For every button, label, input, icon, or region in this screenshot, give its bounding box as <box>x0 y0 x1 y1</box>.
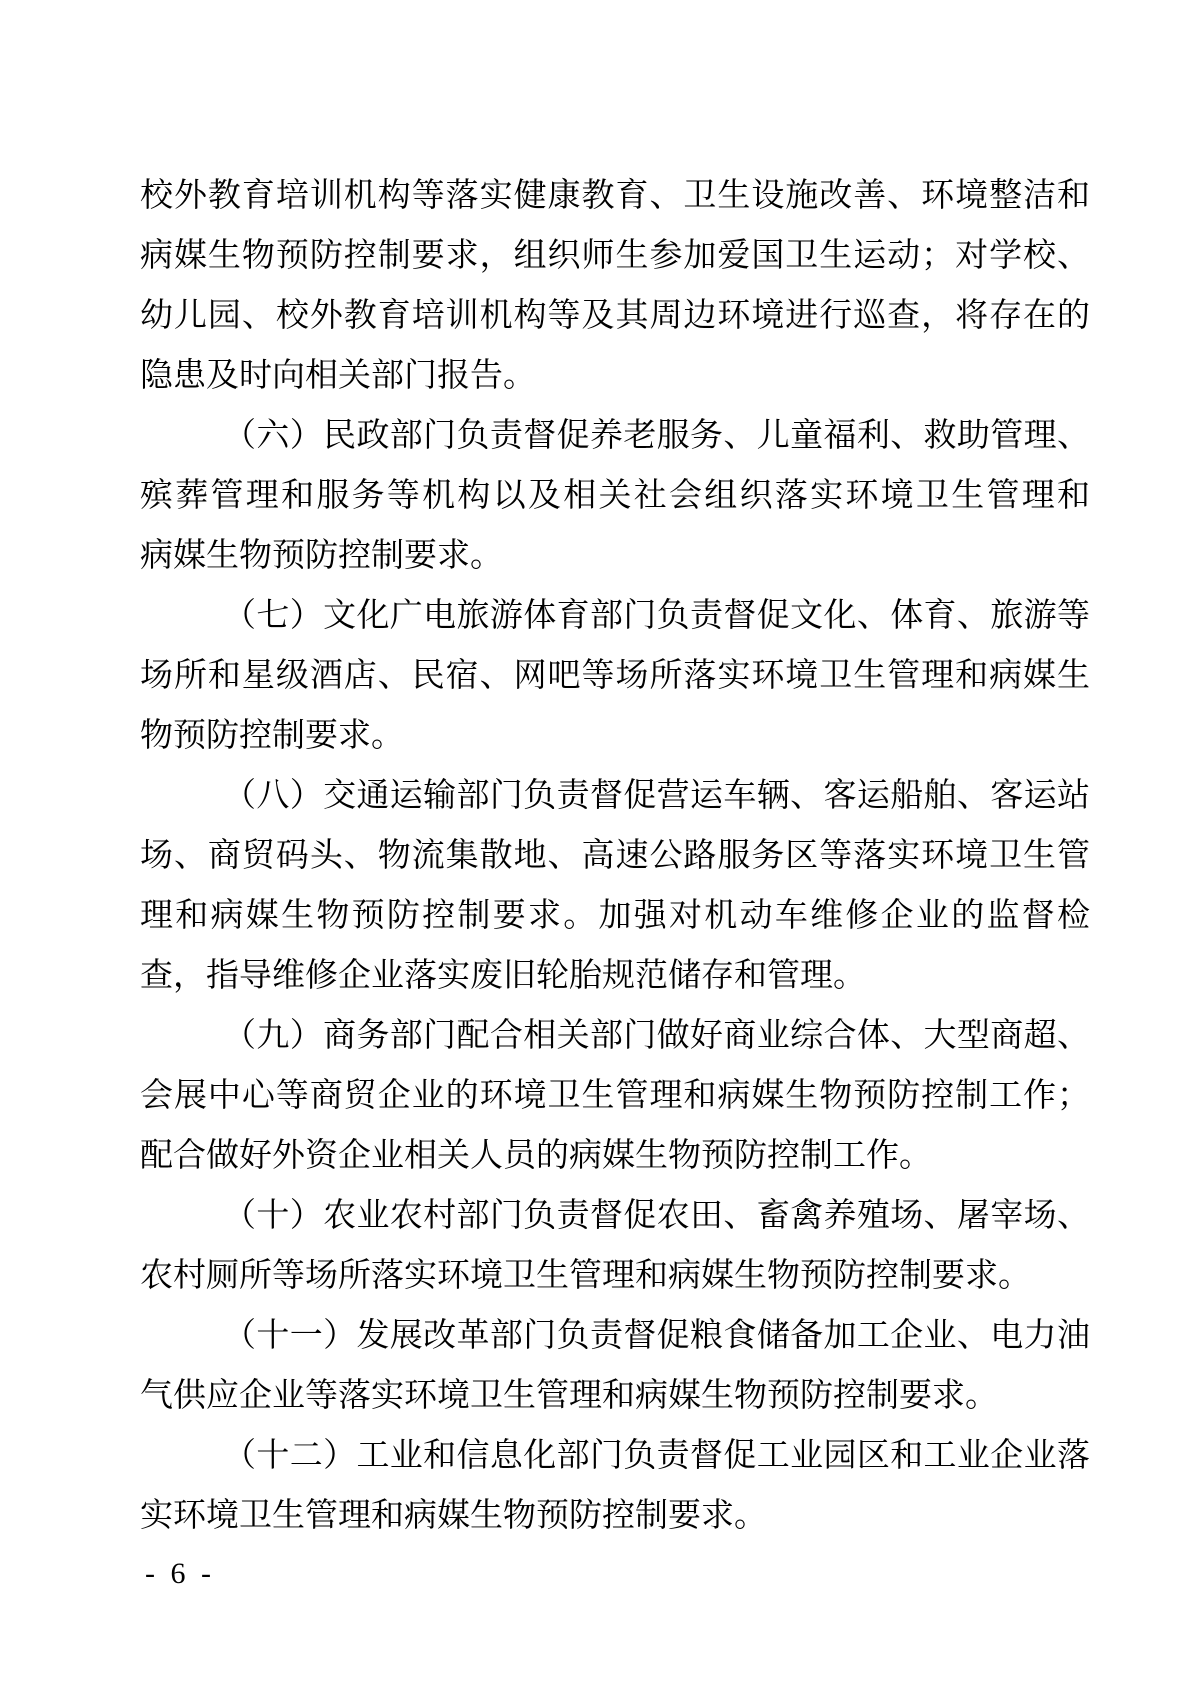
document-body <box>140 166 1090 1546</box>
text-line: （十）农业农村部门负责督促农田、畜禽养殖场、屠宰场、 <box>223 1198 1090 1234</box>
text-line: 幼儿园、校外教育培训机构等及其周边环境进行巡查，将存在的 <box>140 298 1090 334</box>
text-line: 气供应企业等落实环境卫生管理和病媒生物预防控制要求。 <box>140 1378 998 1414</box>
text-line: 查，指导维修企业落实废旧轮胎规范储存和管理。 <box>140 958 866 994</box>
text-line: 殡葬管理和服务等机构以及相关社会组织落实环境卫生管理和 <box>140 478 1090 514</box>
text-line: 理和病媒生物预防控制要求。加强对机动车维修企业的监督检 <box>140 898 1090 934</box>
text-line: 场所和星级酒店、民宿、网吧等场所落实环境卫生管理和病媒生 <box>140 658 1090 694</box>
text-line: （九）商务部门配合相关部门做好商业综合体、大型商超、 <box>223 1018 1090 1054</box>
text-line: 病媒生物预防控制要求，组织师生参加爱国卫生运动；对学校、 <box>140 238 1090 274</box>
text-line: （六）民政部门负责督促养老服务、儿童福利、救助管理、 <box>223 418 1090 454</box>
page-number: - 6 - <box>145 1557 215 1590</box>
text-line: 场、商贸码头、物流集散地、高速公路服务区等落实环境卫生管 <box>140 838 1090 874</box>
text-line: 物预防控制要求。 <box>140 718 404 754</box>
text-line: 农村厕所等场所落实环境卫生管理和病媒生物预防控制要求。 <box>140 1258 1031 1294</box>
text-line: （七）文化广电旅游体育部门负责督促文化、体育、旅游等 <box>223 598 1090 634</box>
text-line: 会展中心等商贸企业的环境卫生管理和病媒生物预防控制工作； <box>140 1078 1090 1114</box>
text-line: （十一）发展改革部门负责督促粮食储备加工企业、电力油 <box>223 1318 1090 1354</box>
text-line: 病媒生物预防控制要求。 <box>140 538 503 574</box>
text-line: 校外教育培训机构等落实健康教育、卫生设施改善、环境整洁和 <box>140 178 1090 214</box>
text-line: （八）交通运输部门负责督促营运车辆、客运船舶、客运站 <box>223 778 1090 814</box>
text-line: 配合做好外资企业相关人员的病媒生物预防控制工作。 <box>140 1138 932 1174</box>
text-line: 隐患及时向相关部门报告。 <box>140 358 536 394</box>
text-line: （十二）工业和信息化部门负责督促工业园区和工业企业落 <box>223 1438 1090 1474</box>
text-line: 实环境卫生管理和病媒生物预防控制要求。 <box>140 1498 767 1534</box>
